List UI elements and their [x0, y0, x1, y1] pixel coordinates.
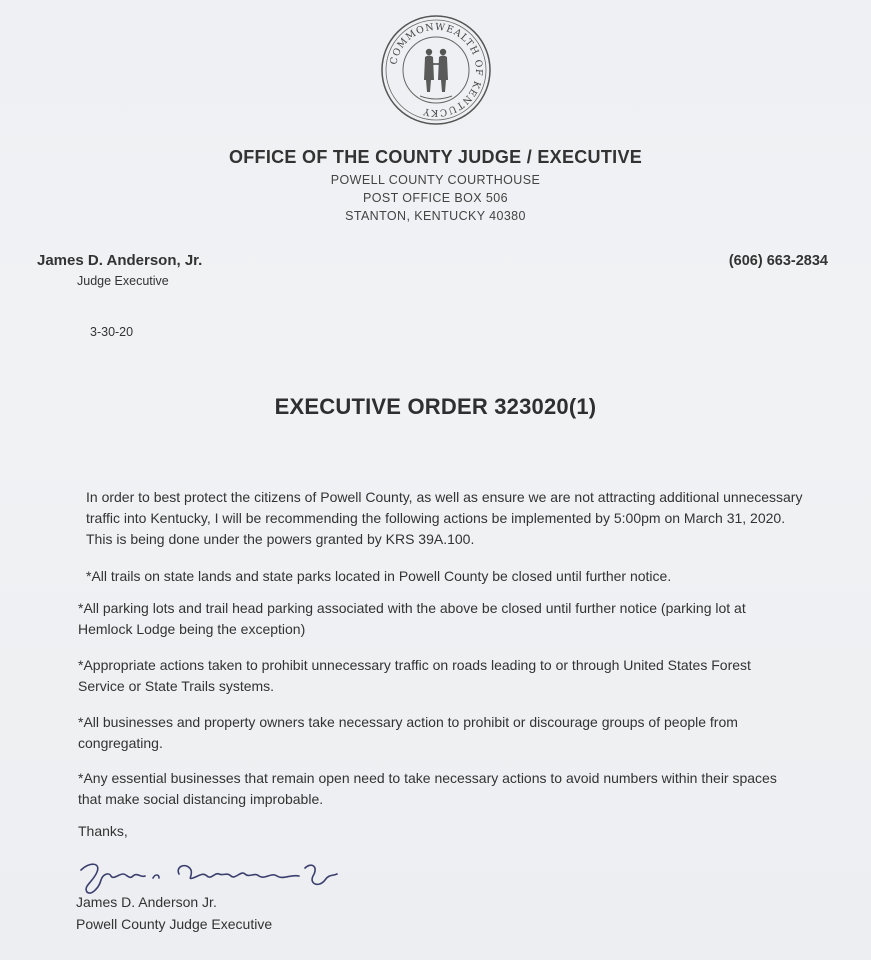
kentucky-seal-icon — [380, 14, 492, 126]
address-line-po-box: POST OFFICE BOX 506 — [363, 191, 508, 205]
signatory-title: Powell County Judge Executive — [76, 916, 273, 932]
phone-number: (606) 663-2834 — [728, 253, 828, 269]
closing-text: Thanks, — [78, 823, 128, 839]
svg-text:COMMONWEALTH OF KENTUCKY: COMMONWEALTH OF KENTUCKY — [388, 21, 485, 119]
address-line-city: STANTON, KENTUCKY 40380 — [345, 209, 526, 223]
office-title: OFFICE OF THE COUNTY JUDGE / EXECUTIVE — [228, 147, 643, 167]
address-line-courthouse: POWELL COUNTY COURTHOUSE — [330, 173, 541, 187]
order-item-trails: *All trails on state lands and state parks located in Powell County be closed until further notice. — [86, 568, 672, 584]
order-item-essential-businesses: *Any essential businesses that remain open need to take necessary actions to avoid numbers within their spaces that make social distancing improbable. — [78, 770, 777, 807]
order-item-gatherings: *All businesses and property owners take necessary action to prohibit or discourage groups of people from congregating. — [78, 714, 738, 751]
order-title: EXECUTIVE ORDER 323020(1) — [274, 394, 597, 419]
order-item-parking: *All parking lots and trail head parking associated with the above be closed until further notice (parking lot at Hemlock Lodge being the exception) — [78, 600, 746, 637]
official-name: James D. Anderson, Jr. — [37, 252, 203, 269]
order-item-traffic: *Appropriate actions taken to prohibit unnecessary traffic on roads leading to or through United States Forest Service or State Trails systems. — [78, 657, 751, 694]
signatory-name: James D. Anderson Jr. — [76, 894, 217, 910]
handwritten-signature — [75, 852, 355, 896]
document-date: 3-30-20 — [90, 325, 134, 339]
official-title: Judge Executive — [77, 274, 169, 288]
intro-paragraph: In order to best protect the citizens of Powell County, as well as ensure we are not attracting additional unnecessary traffic into Kentucky, I will be recommending the following actions be implemented by 5:00pm on March 31, 2020. This is being done under the powers granted by KRS 39A.100. — [86, 489, 803, 547]
